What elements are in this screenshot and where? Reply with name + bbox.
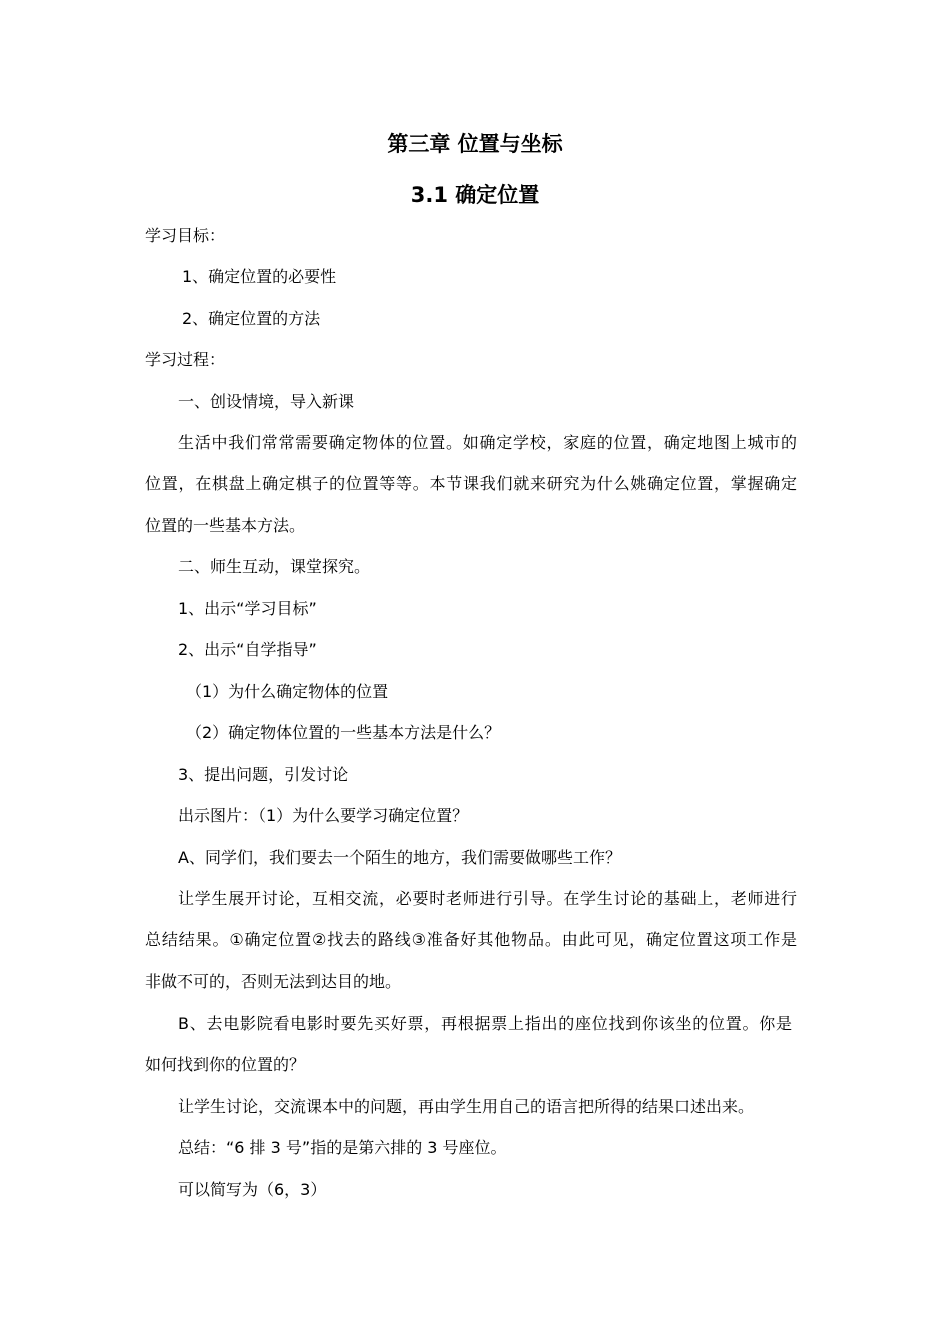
paragraph-line: 位置的一些基本方法。: [145, 516, 306, 535]
list-item: 3、提出问题，引发讨论: [178, 765, 349, 784]
learning-process-heading: 学习过程：: [145, 350, 226, 369]
paragraph-line: 总结：“6 排 3 号”指的是第六排的 3 号座位。: [178, 1138, 507, 1157]
list-item: A、同学们，我们要去一个陌生的地方，我们需要做哪些工作？: [178, 848, 621, 867]
list-item: （2）确定物体位置的一些基本方法是什么？: [186, 723, 501, 742]
goal-item-1: 1、确定位置的必要性: [182, 267, 337, 286]
section-heading-1: 一、创设情境，导入新课: [178, 392, 355, 411]
paragraph-line: 可以简写为（6，3）: [178, 1180, 327, 1199]
section-heading-2: 二、师生互动，课堂探究。: [178, 557, 371, 576]
learning-goals-heading: 学习目标：: [145, 226, 226, 245]
goal-item-2: 2、确定位置的方法: [182, 309, 321, 328]
paragraph-line: B、去电影院看电影时要先买好票，再根据票上指出的座位找到你该坐的位置。你是: [178, 1014, 792, 1033]
paragraph-line: 让学生讨论，交流课本中的问题，再由学生用自己的语言把所得的结果口述出来。: [178, 1097, 755, 1116]
list-item: 出示图片：（1）为什么要学习确定位置？: [178, 806, 469, 825]
paragraph-line: 位置，在棋盘上确定棋子的位置等等。本节课我们就来研究为什么姚确定位置，掌握确定: [145, 474, 797, 493]
list-item: 2、出示“自学指导”: [178, 640, 317, 659]
paragraph-line: 让学生展开讨论，互相交流，必要时老师进行引导。在学生讨论的基础上，老师进行: [178, 889, 797, 908]
paragraph-line: 生活中我们常常需要确定物体的位置。如确定学校，家庭的位置，确定地图上城市的: [178, 433, 797, 452]
paragraph-line: 总结结果。①确定位置②找去的路线③准备好其他物品。由此可见，确定位置这项工作是: [145, 930, 797, 949]
list-item: （1）为什么确定物体的位置: [186, 682, 389, 701]
section-title: 3.1 确定位置: [410, 183, 540, 207]
paragraph-line: 如何找到你的位置的？: [145, 1055, 306, 1074]
chapter-title: 第三章 位置与坐标: [387, 132, 563, 156]
paragraph-line: 非做不可的，否则无法到达目的地。: [145, 972, 402, 991]
list-item: 1、出示“学习目标”: [178, 599, 317, 618]
